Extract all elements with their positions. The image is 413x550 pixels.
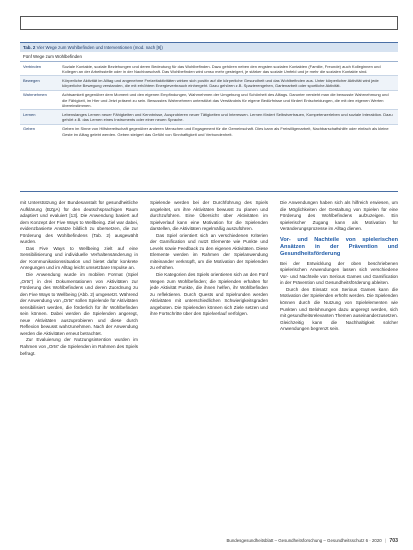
table-row: [20, 110, 398, 124]
body-paragraph: Zur Evaluierung der Nutzungsintention wurden im Rahmen von „Orts“ die Spielenden im Rahmen des Spiels befragt.: [20, 337, 138, 356]
table-caption: [20, 43, 398, 52]
table-title: Vier Wege zum Wohlbefinden und Interventionen (mod. nach [9]): [36, 44, 163, 50]
body-paragraph: Das Spiel orientiert sich an verschiedenen Kriterien der Gamification und nutzt Elemente wie Punkte und Levels sowie Feedback zu den eigenen Aktivitäten. Diese Elemente werden im Rahmen der Spielanwendung miteinander verknüpft, um die Motivation der Spielenden zu erhöhen.: [150, 232, 268, 271]
table-description: Geben im Sinne von Hilfsbereitschaft gegenüber anderen Menschen und Engagement für die Gemeinschaft. Dies kann als Freiwilligenarbeit, Nachbarschaftshilfe oder einfach als kleine Geste im Alltag gelebt werden. Geben steigert das Gefühl von Sinnhaftigkeit und Verbundenheit.: [62, 126, 389, 137]
body-paragraph: Das Five Ways to Wellbeing zielt auf eine Sensibilisierung und individuelle Verhaltensänderung in der Kommunikationssituation und bietet dafür konkrete Anregungen und im Alltag leicht umsetzbare Impulse an.: [20, 245, 138, 271]
section-heading: Vor- und Nachteile von spielerischen Ansätzen in der Prävention und Gesundheitsförderung: [280, 236, 398, 257]
table-description: Lebenslanges Lernen neuer Fähigkeiten und Kenntnisse, Ausprobieren neuer Tätigkeiten und Interessen. Lernen fördert Selbstvertrauen, Kompetenzerleben und soziale Interaktion. Dazu gehört z.B. das Lernen eines Instruments oder einer neuen Sprache.: [62, 111, 393, 123]
body-paragraph: mit Unterstützung der Bundesanstalt für gesundheitliche Aufklärung (BZgA) für den deutschsprachigen Raum adaptiert und evaluiert [13]. Die Anwendung basiert auf dem Konzept der Five Ways to Wellbeing. Ziel war dabei, evidenzbasierte Ansätze bildlich zu übersetzen, die zur Förderung des Wohlbefindens (Tab. 2) ausgewählt wurden.: [20, 200, 138, 245]
body-paragraph: Die Kategorien des Spiels orientieren sich an den Fünf Wegen zum Wohlbefinden; die Spielenden erhalten für jede Aktivität Punkte, die ihnen helfen, ihr Wohlbefinden zu reflektieren. Durch Quests und Spielrunden werden Aktivitäten mit unterschiedlichen Schwierigkeitsgraden angeboten. Die Spielenden können sich Ziele setzen und ihre Fortschritte über den Spielverlauf verfolgen.: [150, 272, 268, 317]
text-column-left: [20, 200, 138, 357]
table-term: Bewegen: [23, 77, 40, 83]
footer-divider: |: [384, 538, 387, 543]
body-paragraph: Spielende werden bei der Durchführung des Spiels angeleitet, um ihre Aktivitäten bewusst zu planen und durchzuführen. Eine Übersicht über Aktivitäten im Spielverlauf kann eine Motivation für die Spielenden darstellen, die Aktivitäten regelmäßig auszuführen.: [150, 200, 268, 232]
table-row: [20, 76, 398, 90]
table-term: Geben: [23, 126, 36, 132]
text-column-middle: [150, 200, 268, 318]
text-column-right: [280, 200, 398, 333]
body-paragraph: Durch den Einsatz von Serious Games kann die Motivation der Spielenden erhöht werden. Die Spielenden können durch die Nutzung von Spielelementen wie Punkten und Belohnungen dazu angeregt werden, sich mit gesundheitsrelevanten Themen auseinanderzusetzen. Gleichzeitig kann die Nachhaltigkeit solcher Anwendungen begrenzt sein.: [280, 286, 398, 332]
table-2: [20, 42, 398, 192]
body-paragraph: Die Anwendung wurde im mobilen Format (Spiel „Orts“) in drei Dokumentationen von Aktivitäten zur Förderung des Wohlbefindens und deren Zuordnung zu den Five Ways to Wellbeing (Abb. 2) umgesetzt. Während der Anwendung von „Orts“ sollen Spielende für Aktivitäten sensibilisiert werden, die förderlich für ihr Wohlbefinden sein können. Dabei werden die Spielenden angeregt, neue Aktivitäten auszuprobieren und diese durch Reflexion bewusst wahrzunehmen. Nach der Anwendung werden die Aktivitäten erneut betrachtet.: [20, 272, 138, 336]
body-paragraph: Bei der Entwicklung der oben beschriebenen spielerischen Anwendungen lassen sich verschiedene Vor- und Nachteile von Serious Games und Gamification in der Prävention und Gesundheitsförderung ableiten.: [280, 260, 398, 286]
table-term: Wahrnehmen: [23, 92, 47, 98]
running-header-frame: [20, 16, 398, 30]
table-term: Verbinden: [23, 63, 42, 69]
page-number: 703: [389, 538, 398, 544]
page-footer: [20, 536, 398, 546]
table-subheading: Fünf Wege zum Wohlbefinden: [20, 52, 398, 62]
table-description: Achtsamkeit gegenüber dem Moment und den eigenen Empfindungen, Wahrnehmen der Umgebung und Schönheit des Alltags. Darunter versteht man die bewusste Wahrnehmung und die Fähigkeit, im Hier und Jetzt präsent zu sein. Bewusstes Wahrnehmen unterstützt das Verständnis für eigene Bedürfnisse und fördert Entscheidungen, die mit den eigenen Werten übereinstimmen.: [62, 92, 389, 108]
table-row: [20, 62, 398, 76]
table-term: Lernen: [23, 111, 36, 117]
journal-citation: Bundesgesundheitsblatt – Gesundheitsforschung – Gesundheitsschutz 6 · 2020: [226, 538, 382, 543]
table-description: Soziale Kontakte, soziale Beziehungen und deren Bedeutung für das Wohlbefinden. Dazu gehören neben den engsten sozialen Kontakten (Familie, Freunde) auch Kolleginnen und Kollegen an der Arbeitsstelle oder in der Nachbarschaft. Das Wohlbefinden wird umso mehr gesteigert, je stärker das soziale Umfeld und je mehr die sozialen Kontakte sind.: [62, 63, 381, 74]
table-description: Körperliche Aktivität im Alltag und angenehme Freizeitaktivitäten wirken sich positiv auf die körperliche Gesundheit und das Wohlbefinden aus. Unter körperlicher Aktivität wird jede körperliche Bewegung verstanden, die mit erhöhtem Energieverbrauch einhergeht. Dazu gehören z.B. Spazierengehen, Gartenarbeit oder sportliche Aktivität.: [62, 77, 379, 89]
body-paragraph: Die Anwendungen haben sich als hilfreich erwiesen, um die Möglichkeiten der Gestaltung von Spielen für eine Förderung des Wohlbefindens aufzuzeigen. Ein spielerischer Zugang kann als Motivation für Veränderungsprozesse im Alltag dienen.: [280, 200, 398, 232]
table-number: Tab. 2: [23, 44, 36, 50]
table-row: [20, 125, 398, 138]
table-row: [20, 91, 398, 111]
